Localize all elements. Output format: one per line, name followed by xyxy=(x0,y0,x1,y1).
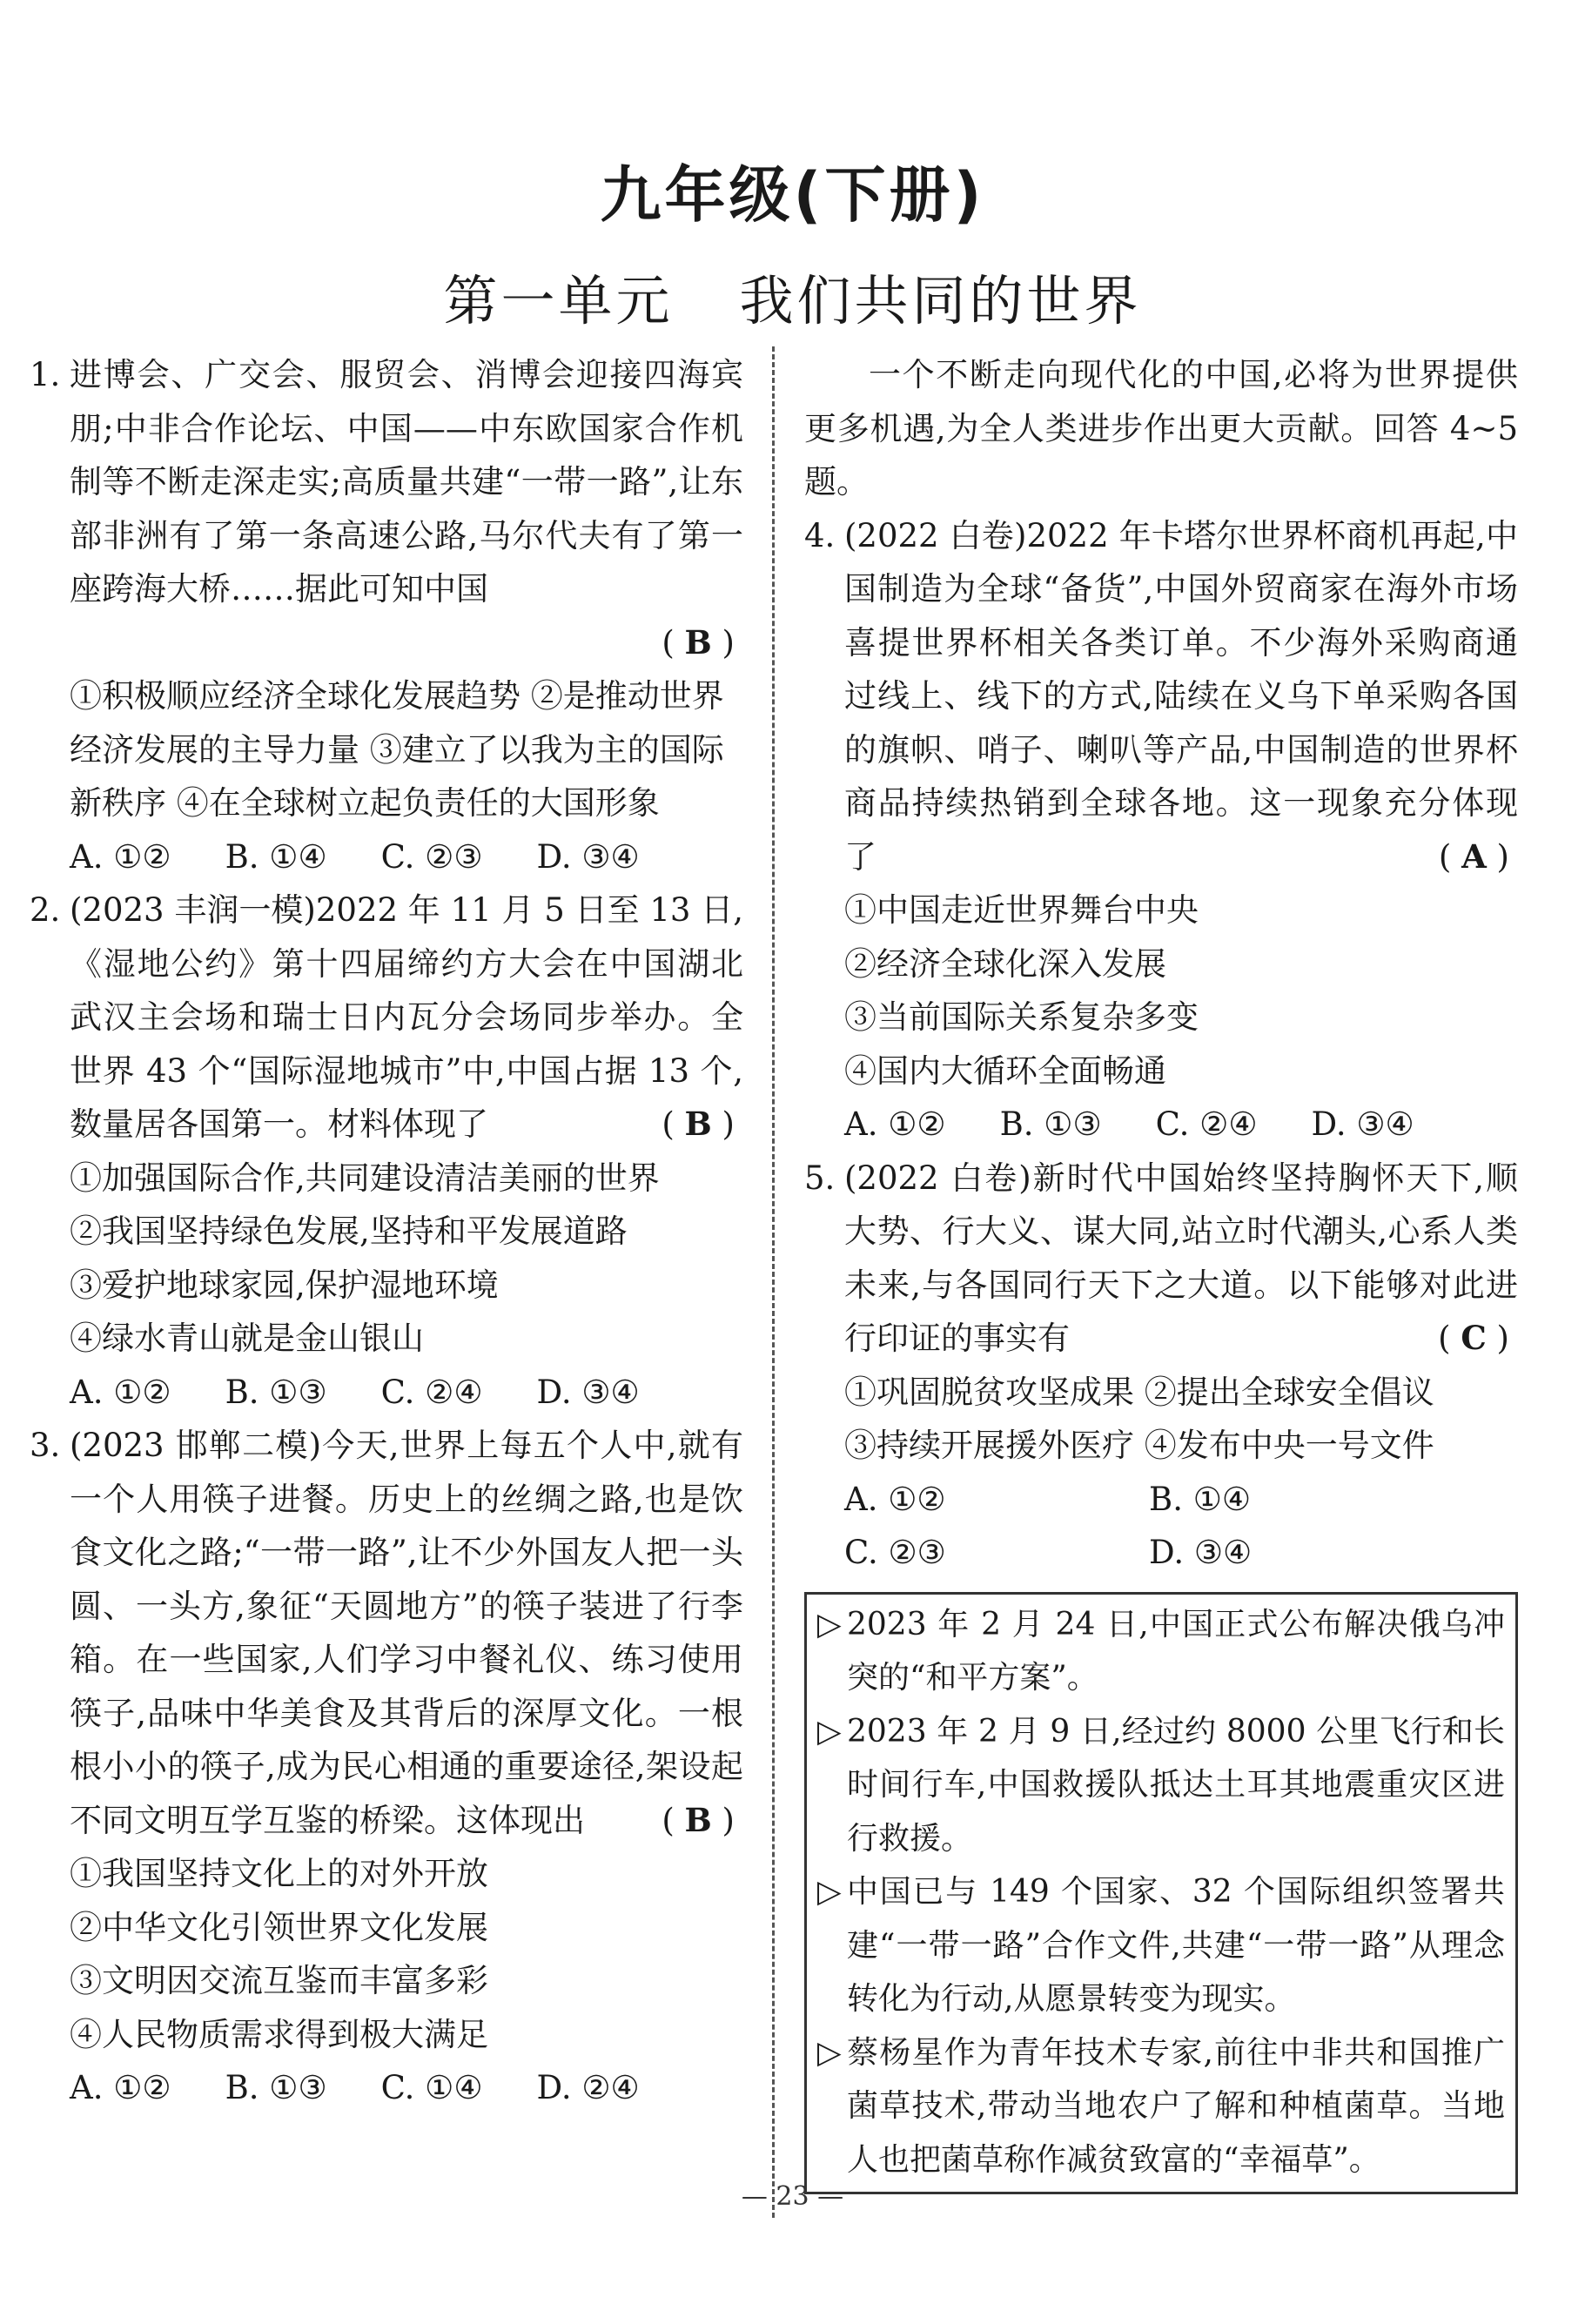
question-text: (2023 邯郸二模)今天,世界上每五个人中,就有一个人用筷子进餐。历史上的丝绸之路,也是饮食文化之路;“一带一路”,让不少外国友人把一头圆、一头方,象征“天圆地方”的筷子装进了行李箱。在一些国家,人们学习中餐礼仪、练习使用筷子,品味中华美食及其背后的深厚文化。一根根小小的筷子,成为民心相通的重要途径,架设起不同文明互学互鉴的桥梁。这体现出 xyxy=(70,1427,743,1839)
material-item-2 xyxy=(817,1705,1505,1866)
question-text: 进博会、广交会、服贸会、消博会迎接四海宾朋;中非合作论坛、中国——中东欧国家合作机制等不断走深走实;高质量共建“一带一路”,让东部非洲有了第一条高速公路,马尔代夫有了第一座跨海大桥……据此可知中国 xyxy=(70,356,743,608)
statement-list: ①积极顺应经济全球化发展趋势 ②是推动世界经济发展的主导力量 ③建立了以我为主的国际新秩序 ④在全球树立起负责任的大国形象 xyxy=(70,677,724,822)
question-text: (2022 白卷)新时代中国始终坚持胸怀天下,顺大势、行大义、谋大同,站立时代潮头,心系人类未来,与各国同行天下之大道。以下能够对此进行印证的事实有 xyxy=(844,1159,1518,1357)
grade-title: 九年级(下册) xyxy=(600,159,985,231)
option-c[interactable]: C. ①④ xyxy=(380,2069,483,2106)
statement-row-1: ①巩固脱贫攻坚成果 ②提出全球安全倡议 xyxy=(844,1373,1434,1411)
triangle-bullet-icon: ▷ xyxy=(817,2034,842,2071)
question-number: 3. xyxy=(30,1427,61,1464)
option-grid xyxy=(804,1473,1518,1580)
statement-2: ②经济全球化深入发展 xyxy=(844,944,1166,983)
option-d[interactable]: D. ③④ xyxy=(536,1373,640,1411)
statement-4: ④国内大循环全面畅通 xyxy=(844,1051,1166,1090)
question-stem xyxy=(804,1152,1518,1366)
answer-mark: B xyxy=(684,1800,712,1839)
statement-1: ①中国走近世界舞台中央 xyxy=(844,891,1199,929)
answer-line: ( B ) xyxy=(662,1800,735,1839)
question-5 xyxy=(804,1152,1518,1580)
unit-title xyxy=(0,258,1585,335)
option-row xyxy=(30,830,743,884)
material-text: 2023 年 2 月 24 日,中国正式公布解决俄乌冲突的“和平方案”。 xyxy=(847,1606,1505,1696)
answer-mark: B xyxy=(684,1105,712,1143)
answer-line: ( A ) xyxy=(1438,836,1509,876)
question-number: 5. xyxy=(804,1159,836,1197)
option-c[interactable]: C. ②④ xyxy=(380,1373,483,1411)
option-a[interactable]: A. ①② xyxy=(70,2069,171,2106)
option-a[interactable]: A. ①② xyxy=(70,1373,171,1411)
answer-mark: B xyxy=(684,622,712,662)
option-b[interactable]: B. ①④ xyxy=(225,837,327,876)
intro-paragraph: 一个不断走向现代化的中国,必将为世界提供更多机遇,为全人类进步作出更大贡献。回答 4~5 题。 xyxy=(804,356,1518,500)
statement-3: ③爱护地球家园,保护湿地环境 xyxy=(70,1266,499,1304)
question-text: (2023 丰润一模)2022 年 11 月 5 日至 13 日,《湿地公约》第十四届缔约方大会在中国湖北武汉主会场和瑞士日内瓦分会场同步举办。全世界 43 个“国际湿地城市”中,中国占据 13 个,数量居各国第一。材料体现了 xyxy=(70,891,743,1143)
question-3 xyxy=(30,1419,743,2115)
question-number: 4. xyxy=(804,516,836,554)
statement-3: ③当前国际关系复杂多变 xyxy=(844,998,1199,1036)
triangle-bullet-icon: ▷ xyxy=(817,1713,842,1750)
statement-4: ④绿水青山就是金山银山 xyxy=(70,1320,424,1357)
option-c[interactable]: C. ②④ xyxy=(1155,1105,1258,1143)
option-row xyxy=(30,2061,743,2115)
material-item-1 xyxy=(817,1598,1505,1705)
question-text: (2022 白卷)2022 年卡塔尔世界杯商机再起,中国制造为全球“备货”,中国外贸商家在海外市场喜提世界杯相关各类订单。不少海外采购商通过线上、线下的方式,陆续在义乌下单采购各国的旗帜、哨子、喇叭等产品,中国制造的世界杯商品持续热销到全球各地。这一现象充分体现了 xyxy=(844,516,1518,876)
material-box xyxy=(804,1592,1518,2195)
statement-4: ④人民物质需求得到极大满足 xyxy=(70,2015,488,2053)
option-row xyxy=(804,1098,1518,1152)
statement-3: ③文明因交流互鉴而丰富多彩 xyxy=(70,1962,488,1999)
material-text: 蔡杨星作为青年技术专家,前往中非共和国推广菌草技术,带动当地农户了解和种植菌草。当地人也把菌草称作减贫致富的“幸福草”。 xyxy=(847,2034,1505,2178)
option-c[interactable]: C. ②③ xyxy=(844,1534,946,1571)
question-2 xyxy=(30,883,743,1419)
option-a[interactable]: A. ①② xyxy=(844,1105,946,1143)
option-d[interactable]: D. ②④ xyxy=(536,2069,640,2106)
answer-line: ( C ) xyxy=(1438,1319,1509,1357)
option-d[interactable]: D. ③④ xyxy=(1311,1105,1414,1143)
page-number: — 23 — xyxy=(741,2181,844,2212)
triangle-bullet-icon: ▷ xyxy=(817,1874,842,1910)
statement-2: ②我国坚持绿色发展,坚持和平发展道路 xyxy=(70,1212,628,1250)
question-1 xyxy=(30,348,743,883)
option-b[interactable]: B. ①④ xyxy=(1149,1480,1252,1518)
question-stem xyxy=(804,509,1518,884)
question-stem xyxy=(30,883,743,1152)
option-d[interactable]: D. ③④ xyxy=(536,837,640,876)
option-row xyxy=(30,1366,743,1420)
option-a[interactable]: A. ①② xyxy=(844,1480,946,1518)
answer-line: ( B ) xyxy=(662,622,735,662)
unit-label: 第一单元 xyxy=(443,269,674,332)
column-divider xyxy=(772,346,775,2218)
question-4 xyxy=(804,509,1518,1152)
statement-2: ②中华文化引领世界文化发展 xyxy=(70,1908,488,1946)
option-c[interactable]: C. ②③ xyxy=(380,837,483,876)
answer-mark: A xyxy=(1461,836,1487,876)
question-stem xyxy=(30,348,743,616)
statement-1: ①加强国际合作,共同建设清洁美丽的世界 xyxy=(70,1159,660,1197)
answer-mark: C xyxy=(1461,1319,1487,1357)
option-a[interactable]: A. ①② xyxy=(70,837,171,876)
question-number: 2. xyxy=(30,891,61,929)
unit-name: 我们共同的世界 xyxy=(739,269,1142,332)
material-item-3 xyxy=(817,1865,1505,2026)
right-column xyxy=(804,348,1518,2194)
material-text: 2023 年 2 月 9 日,经过约 8000 公里飞行和长时间行车,中国救援队抵达土耳其地震重灾区进行救援。 xyxy=(847,1713,1505,1857)
option-b[interactable]: B. ①③ xyxy=(225,1373,327,1411)
material-text: 中国已与 149 个国家、32 个国际组织签署共建“一带一路”合作文件,共建“一带一路”从理念转化为行动,从愿景转变为现实。 xyxy=(847,1874,1505,2017)
statement-1: ①我国坚持文化上的对外开放 xyxy=(70,1855,488,1892)
triangle-bullet-icon: ▷ xyxy=(817,1606,842,1642)
option-b[interactable]: B. ①③ xyxy=(225,2069,327,2106)
question-number: 1. xyxy=(30,356,61,393)
left-column xyxy=(30,348,743,2115)
answer-line: ( B ) xyxy=(662,1105,735,1143)
option-d[interactable]: D. ③④ xyxy=(1149,1534,1253,1571)
statement-row-2: ③持续开展援外医疗 ④发布中央一号文件 xyxy=(844,1427,1434,1464)
question-stem xyxy=(30,1419,743,1847)
material-item-4 xyxy=(817,2026,1505,2187)
option-b[interactable]: B. ①③ xyxy=(999,1105,1102,1143)
